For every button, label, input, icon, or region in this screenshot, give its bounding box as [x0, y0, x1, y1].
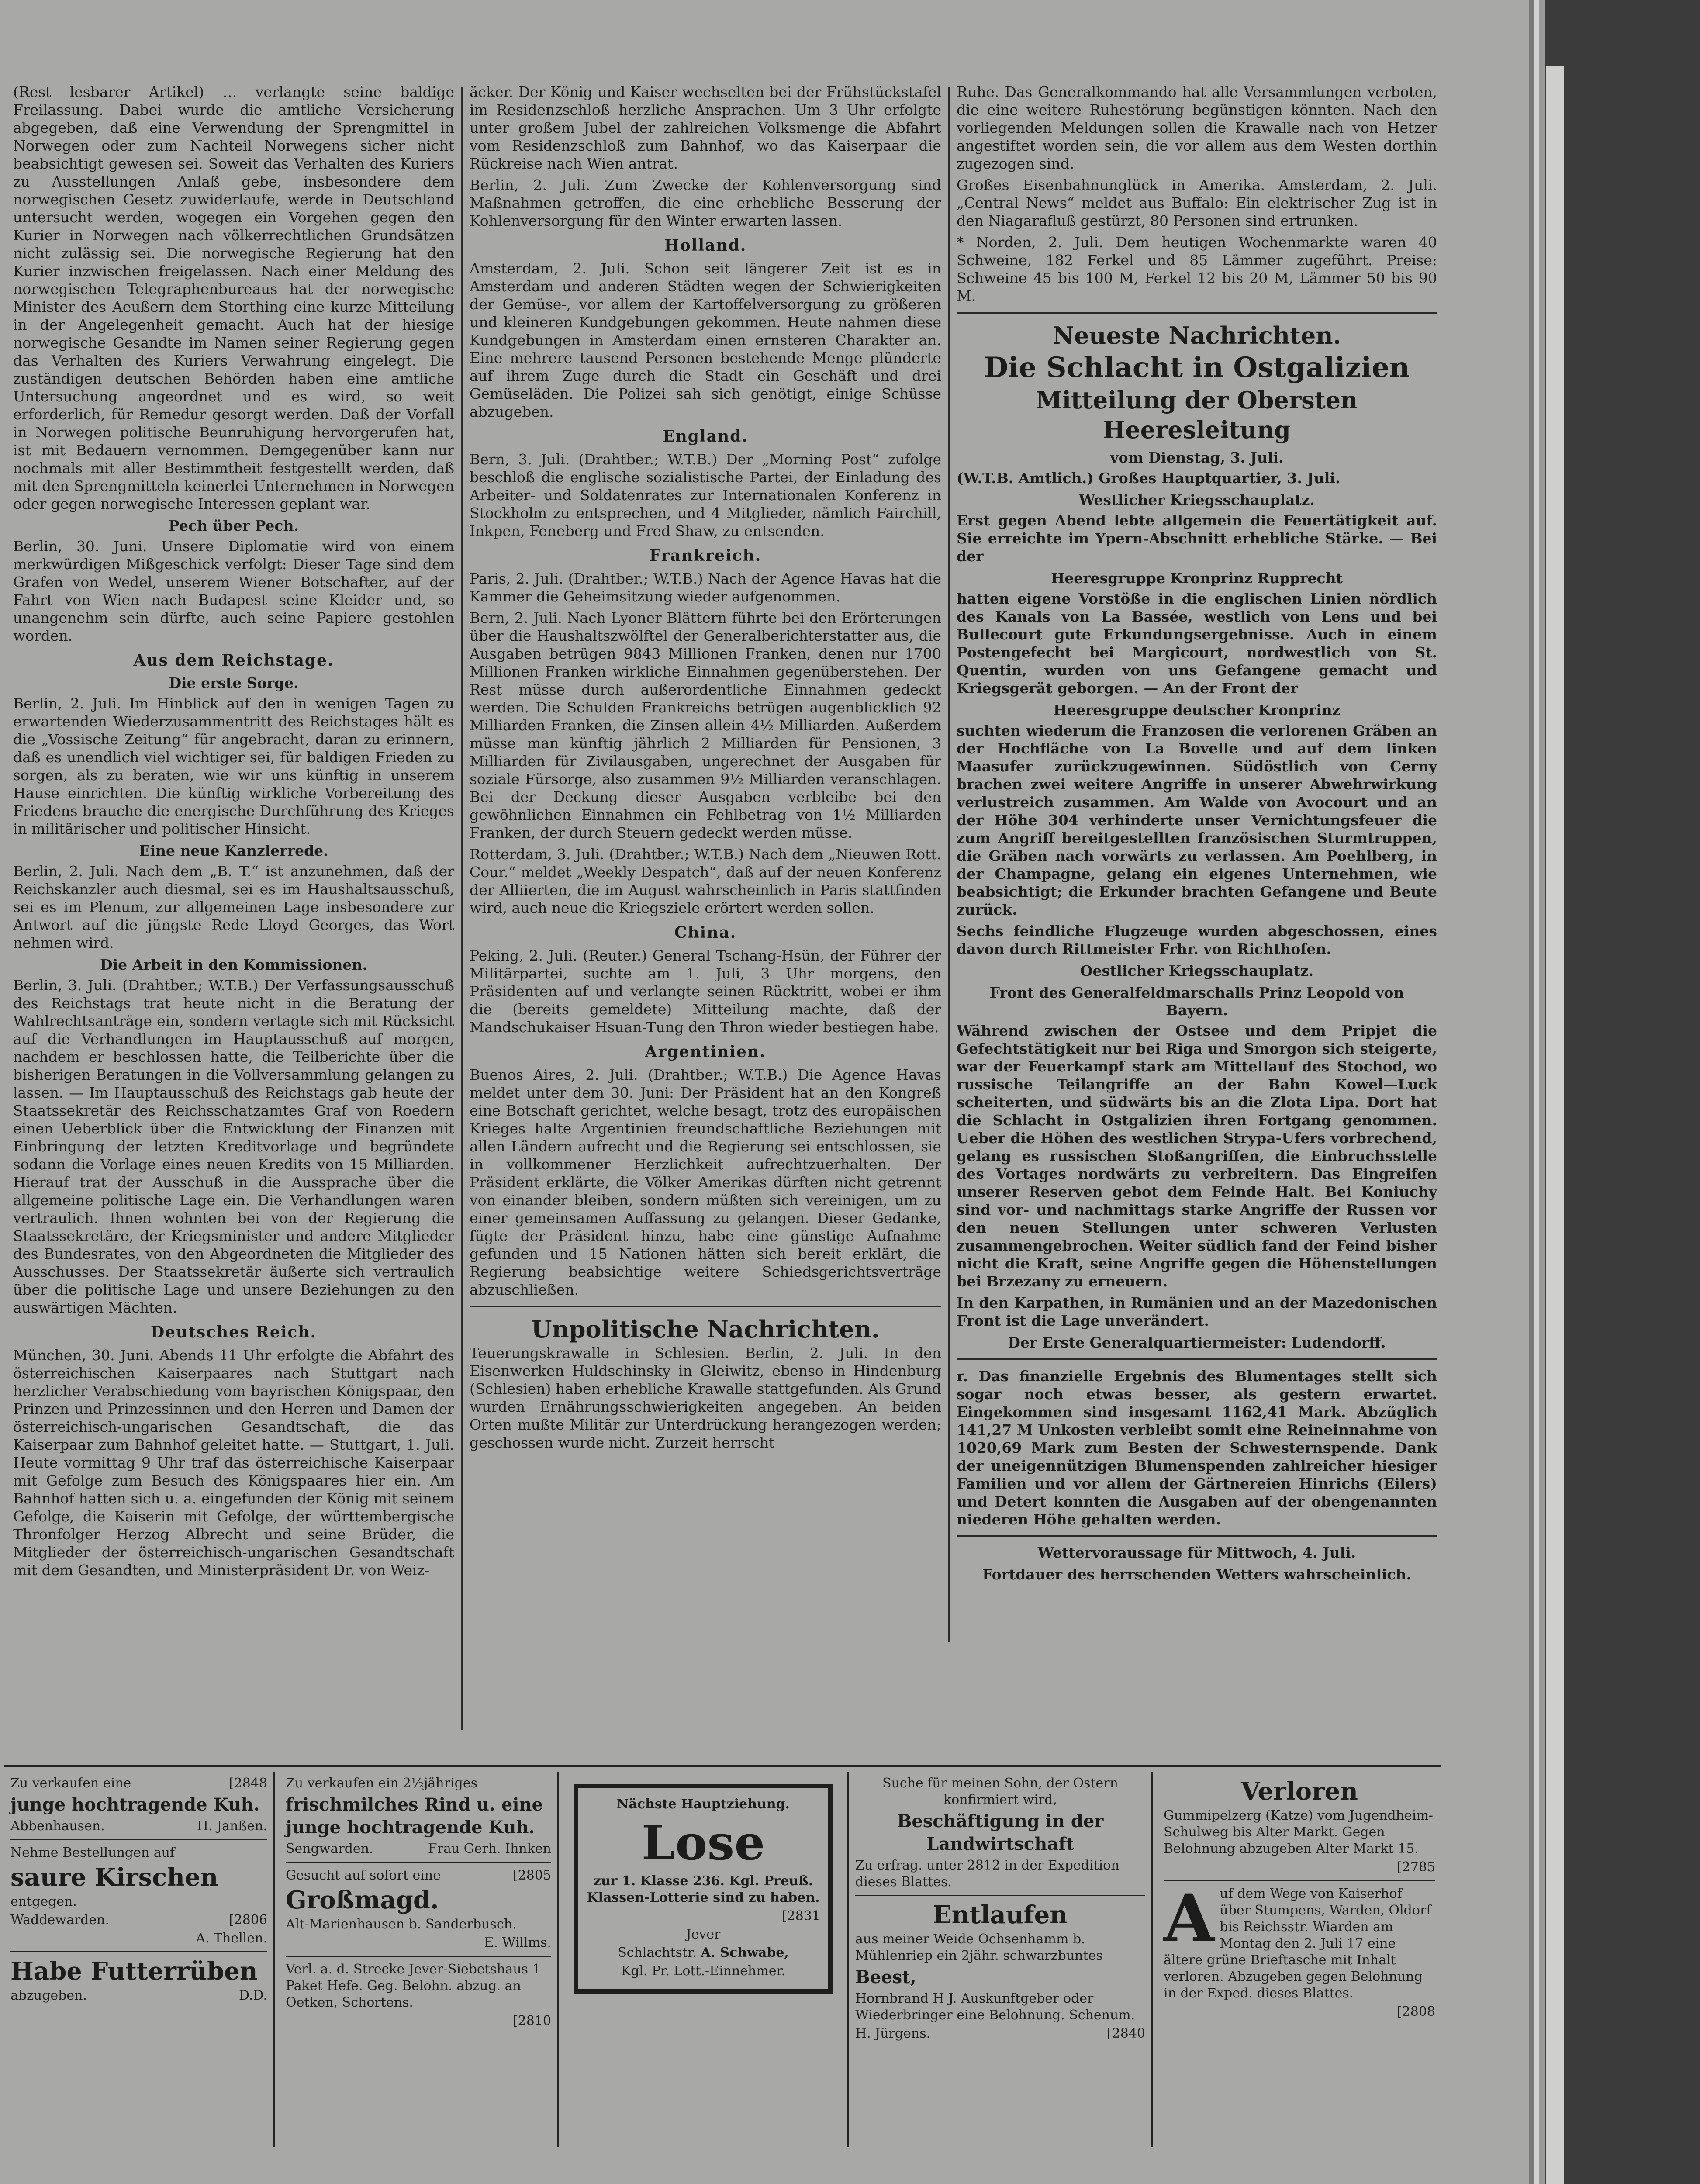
section-neueste-nachrichten: Neueste Nachrichten. — [1052, 321, 1341, 349]
ad-text: Gesucht auf sofort eine — [286, 1868, 441, 1883]
section-china: China. — [674, 923, 737, 942]
page-edge — [1546, 66, 1564, 2184]
article-wochenmarkt-norden: * Norden, 2. Juli. Dem heutigen Wochenmarkte waren 40 Schweine, 182 Ferkel und 85 Lämmer zugeführt. Preise: Schweine 45 bis 100 M, Ferkel 12 bis 20 M, Lämmer 50 bis 90 M. — [957, 234, 1437, 304]
advertisements-strip — [4, 1765, 1441, 2152]
section-england: England. — [663, 427, 748, 446]
separator — [957, 1535, 1437, 1537]
separator — [470, 1306, 941, 1307]
ad-text: Suche für meinen Sohn, der Ostern konfirmiert wird, — [882, 1776, 1118, 1807]
report-ost-1: Während zwischen der Ostsee und dem Pripjet die Gefechtstätigkeit nur bei Riga und Smorgon sich steigerte, war der Feuerkampf stark am Mittellauf des Stochod, wo russische Teilangriffe an der Bahn Kowel—Luck scheiterten, und südwärts bis an die Zlota Lipa. Dort hat die Schlacht in Ostgalizien ihren Fortgang genommen. Ueber die Höhen des westlichen Strypa-Ufers vorbrechend, gelang es russischen Stoßangriffen, die Einbruchsstelle des Vortages nordwärts zu verbreitern. Das Eingreifen unserer Reserven gebot dem Feinde Halt. Bei Koniuchy sind vor- und nachmittags starke Angriffe der Russen vor den neuen Stellungen unter schweren Verlusten zusammengebrochen. Weiter südlich fand der Feind bisher nicht die Kraft, seine Angriffe gegen die Höhenstellungen bei Brzezany zu erneuern. — [957, 1022, 1437, 1290]
ad-signature: A. Thellen. — [196, 1931, 267, 1946]
ad-column-4 — [847, 1772, 1153, 2147]
headline-pech: Pech über Pech. — [169, 517, 299, 534]
ad-headline: Habe Futterrüben — [10, 1957, 258, 1986]
ad-text: Verl. a. d. Strecke Jever-Siebetshaus 1 Paket Hefe. Geg. Belohn. abzug. an Oetken, Schortens. — [286, 1962, 541, 2010]
ad-headline: Großmagd. — [286, 1886, 439, 1914]
ad-separator — [286, 1956, 551, 1957]
ad-separator — [855, 1895, 1145, 1896]
column-3 — [957, 83, 1437, 1830]
ad-headline: frischmilches Rind u. eine junge hochtragende Kuh. — [286, 1794, 543, 1838]
article-frankreich-1: Paris, 2. Juli. (Drahtber.; W.T.B.) Nach der Agence Havas hat die Kammer die Geheimsitzung wieder aufgenommen. — [470, 570, 941, 605]
ad-number: [2831 — [781, 1908, 820, 1924]
ad-text — [1164, 1880, 1435, 2002]
ad-headline: Beest, — [855, 1967, 916, 1987]
section-deutsches-reich: Deutsches Reich. — [150, 1323, 317, 1341]
article-kaiserpaar: München, 30. Juni. Abends 11 Uhr erfolgte die Abfahrt des österreichischen Kaiserpaares nach Stuttgart nach herzlicher Verabschiedung vom bayrischen Königspaar, den Prinzen und Prinzessinnen und den Herren und Damen der österreichisch-ungarischen Gesandtschaft, die das Kaiserpaar zum Bahnhof geleitet hatte. — Stuttgart, 1. Juli. Heute vormittag 9 Uhr traf das österreichische Kaiserpaar mit Gefolge zum Besuch des Königspaares hier ein. Am Bahnhof hatten sich u. a. eingefunden der König mit seinem Gefolge, die Kaiserin mit Gefolge, der württembergische Thronfolger Herzog Albrecht und seine Brüder, die Mitglieder der österreichisch-ungarischen Gesandtschaft mit dem Gesandten, und Ministerpräsident Dr. von Weiz- — [13, 1347, 454, 1579]
section-frankreich: Frankreich. — [649, 546, 762, 565]
ad-text: entgegen. — [10, 1894, 77, 1909]
ad-signature: D.D. — [238, 1988, 267, 2003]
ad-number: [2810 — [512, 2013, 551, 2028]
ad-text: Zu verkaufen eine — [10, 1776, 131, 1791]
front-prinz-leopold: Front des Generalfeldmarschalls Prinz Leopold von Bayern. — [989, 984, 1404, 1019]
article-holland: Amsterdam, 2. Juli. Schon seit längerer Zeit ist es in Amsterdam und anderen Städten wegen der Schwierigkeiten der Gemüse-, vor allem der Kartoffelversorgung zu größeren und kleineren Kundgebungen gekommen. Heute nahmen diese Kundgebungen in Amsterdam einen ernsteren Charakter an. Eine mehrere tausend Personen bestehende Menge plünderte auf ihrem Zuge durch die Stadt ein Geschäft und drei Gemüseläden. Die Polizei sah sich genötigt, einige Schüsse abzugeben. — [470, 260, 941, 420]
signature-ludendorff: Der Erste Generalquartiermeister: Ludendorff. — [1008, 1334, 1386, 1351]
separator — [957, 312, 1437, 314]
headline-schlacht-ostgalizien: Die Schlacht in Ostgalizien — [984, 351, 1410, 384]
ad-number: [2840 — [1106, 2026, 1145, 2041]
ad-text: abzugeben. — [10, 1988, 87, 2003]
column-1 — [13, 83, 454, 1734]
ad-text: Gummipelzerg (Katze) vom Jugendheim-Schulweg bis Alter Markt. Gegen Belohnung abzugeben Alter Markt 15. — [1164, 1808, 1433, 1856]
weather-forecast: Fortdauer des herrschenden Wetters wahrscheinlich. — [982, 1566, 1411, 1583]
section-unpolitische-nachrichten: Unpolitische Nachrichten. — [531, 1315, 880, 1343]
article-blumentag: r. Das finanzielle Ergebnis des Blumentages stellt sich sogar noch etwas besser, als gestern erwartet. Eingekommen sind insgesamt 1162,41 Mark. Abzüglich 141,27 M Unkosten verbleibt somit eine Reineinnahme von 1020,69 Mark zum Besten der Schwesternspende. Dank der uneigennützigen Blumenspenden zahlreicher hiesiger Familien und vor allem der Gärtnereien Hinrichs (Eilers) und Detert konnten die Ausgaben auf der obengenannten niederen Höhe gehalten werden. — [957, 1368, 1437, 1528]
ad-text: Kgl. Pr. Lott.-Einnehmer. — [621, 1963, 786, 1979]
heeresgruppe-rupprecht: Heeresgruppe Kronprinz Rupprecht — [1051, 570, 1343, 587]
ad-text: Hornbrand H J. Auskunftgeber oder Wiederbringer eine Belohnung. Schenum. — [855, 1991, 1135, 2023]
headline-kanzlerrede: Eine neue Kanzlerrede. — [139, 842, 328, 859]
report-dateline: (W.T.B. Amtlich.) Großes Hauptquartier, 3. Juli. — [957, 470, 1341, 487]
ad-number: [2806 — [228, 1912, 267, 1928]
headline-sorge: Die erste Sorge. — [169, 674, 299, 691]
ad-separator — [286, 1862, 551, 1863]
ad-text: aus meiner Weide Ochsenhamm b. Mühlenriep ein 2jähr. schwarzbuntes — [855, 1932, 1103, 1963]
article-kaiserpaar-cont: äcker. Der König und Kaiser wechselten bei der Frühstückstafel im Residenzschloß herzliche Ansprachen. Um 3 Uhr erfolgte unter großem Jubel der zahlreichen Volksmenge die Abfahrt vom Residenzschloß zum Bahnhof, wo das Kaiserpaar die Rückreise nach Wien antrat. — [470, 83, 941, 172]
article-pech: Berlin, 30. Juni. Unsere Diplomatie wird von einem merkwürdigen Mißgeschick verfolgt: Dieser Tage sind dem Grafen von Wedel, unserem Wiener Botschafter, auf der Fahrt von Wien nach Budapest seine Kleider und, so unangenehm sein dürfte, auch seine Papiere gestohlen worden. — [13, 538, 454, 644]
column-rule — [461, 87, 463, 1730]
report-west-2: hatten eigene Vorstöße in die englischen Linien nördlich des Kanals von La Bassée, westlich von Lens und bei Bullecourt gute Erkundungsergebnisse. Auch in einem Postengefecht bei Margicourt, nordwestlich von St. Quentin, wurden von uns Gefangene gemacht und Kriegsgerät geborgen. — An der Front der — [957, 590, 1437, 697]
ad-text — [10, 1987, 267, 2004]
ad-text — [586, 1945, 820, 1961]
article-frankreich-2: Bern, 2. Juli. Nach Lyoner Blättern führte bei den Erörterungen über die Haushaltszwölftel der Generalberichterstatter aus, die Ausgaben betrügen 9843 Millionen Franken, denen nur 1700 Millionen Franken wirkliche Einnahmen gegenüberstehen. Der Rest müsse durch außerordentliche Einnahmen gedeckt werden. Die Schulden Frankreichs betrügen augenblicklich 92 Milliarden Franken, die Zinsen allein 4½ Milliarden. Außerdem müsse man künftig jährlich 2 Milliarden für Pensionen, 3 Milliarden für Zivilausgaben, ungerechnet der Ausgaben für soziale Fürsorge, also zusammen 9½ Milliarden veranschlagen. Bei der Deckung dieser Ausgaben verbleibe bei den gewöhnlichen Einnahmen ein Fehlbetrag von 1½ Milliarden Franken, der durch Steuern gedeckt werden müsse. — [470, 609, 941, 841]
ad-number: [2848 — [228, 1776, 267, 1791]
section-holland: Holland. — [664, 236, 747, 255]
ad-text: zur 1. Klasse 236. Kgl. Preuß. Klassen-Lotterie sind zu haben. — [587, 1873, 820, 1905]
report-west-4: Sechs feindliche Flugzeuge wurden abgeschossen, eines davon durch Rittmeister Frhr. von Richthofen. — [957, 923, 1437, 957]
separator — [957, 1358, 1437, 1360]
ad-text — [286, 1841, 551, 1857]
ad-text: Nehme Bestellungen auf — [10, 1845, 175, 1860]
article-teuerungskrawalle: Teuerungskrawalle in Schlesien. Berlin, 2. Juli. In den Eisenwerken Huldschinsky in Gleiwitz, ebenso in Hindenburg (Schlesien) haben erhebliche Krawalle stattgefunden. Als Grund wurden Ernährungsschwierigkeiten angegeben. An beiden Orten mußte Militär zur Unterdrückung herangezogen werden; geschossen wurde nicht. Zurzeit herrscht — [470, 1344, 941, 1451]
article-norway-courier: (Rest lesbarer Artikel) … verlangte seine baldige Freilassung. Dabei wurde die amtliche Versicherung abgegeben, daß eine Verwendung der Sprengmittel in Norwegen oder zum Nachteil Norwegens sicher nicht beabsichtigt gewesen sei. Soweit das Verhalten des Kuriers zu Ausstellungen Anlaß gebe, insbesondere dem norwegischen Gesetz zuwiderlaufe, werde in Deutschland untersucht werden, wogegen ein Vorgehen gegen den Kurier in Norwegen nach völkerrechtlichen Grundsätzen nicht zulässig sei. Die norwegische Regierung hat den Kurier inzwischen freigelassen. Nach einer Meldung des norwegischen Telegraphenbureaus hat der norwegische Minister des Aeußern dem Storthing eine kurze Mitteilung in der Angelegenheit gemacht. Auch hat der hiesige norwegische Gesandte im Namen seiner Regierung gegen das Verhalten des Kuriers Verwahrung eingelegt. Die zuständigen deutschen Behörden haben eine amtliche Untersuchung angeordnet und es wird, so weit erforderlich, für Remedur gesorgt werden. Daß der Vorfall in Norwegen politische Beunruhigung hervorgerufen hat, ist mit Bedauern vernommen. Demgegenüber kann nur nochmals mit aller Bestimmtheit festgestellt werden, daß mit den Sprengmitteln keinerlei Unternehmen in Norwegen oder gegen norwegische Interessen geplant war. — [13, 83, 454, 512]
ad-text: Schlachtstr. — [618, 1945, 697, 1960]
ad-headline: junge hochtragende Kuh. — [10, 1794, 260, 1815]
article-eisenbahnunglueck: Großes Eisenbahnunglück in Amerika. Amsterdam, 2. Juli. „Central News“ meldet aus Buffalo: Ein elektrischer Zug ist in den Niagarafluß gestürzt, 80 Personen sind ertrunken. — [957, 176, 1437, 229]
article-kommissionen: Berlin, 3. Juli. (Drahtber.; W.T.B.) Der Verfassungsausschuß des Reichstags trat heute nicht in die Beratung der Wahlrechtsanträge ein, sondern vertagte sich mit Rücksicht auf die Verhandlungen im Hauptausschuß auf morgen, nachdem er beschlossen hatte, die Teilberichte über die bisherigen Beratungen in die Vollversammlung gelangen zu lassen. — Im Hauptausschuß des Reichstags gab heute der Staatssekretär des Reichsschatzamtes Graf von Roedern einen Ueberblick über die Entwicklung der Finanzen mit Einbringung der letzten Kreditvorlage und begründete sodann die Vorlage eines neuen Kredits von 15 Milliarden. Hierauf trat der Ausschuß in die Aussprache über die allgemeine politische Lage ein. Die Verhandlungen waren vertraulich. Ihnen wohnten bei von der Regierung die Staatssekretäre, der Kriegsminister und andere Mitglieder des Bundesrates, von den Abgeordneten die Mitglieder des Ausschusses. Der Staatssekretär äußerte sich vertraulich über die politische Lage und unsere Beziehungen zu den auswärtigen Mächten. — [13, 977, 454, 1316]
ad-text — [286, 1867, 551, 1884]
ad-headline: saure Kirschen — [10, 1863, 218, 1892]
article-kohlen: Berlin, 2. Juli. Zum Zwecke der Kohlenversorgung sind Maßnahmen getroffen, die eine erhebliche Besserung der Kohlenversorgung für den Winter erwarten lassen. — [470, 176, 941, 229]
ad-column-1 — [4, 1772, 275, 2147]
ad-text — [10, 1775, 267, 1792]
report-west-3: suchten wiederum die Franzosen die verlorenen Gräben an der Hochfläche von La Bovelle und auf dem linken Maasufer zurückzugewinnen. Südöstlich von Cerny brachen zwei weitere Angriffe in unserer Abwehrwirkung verlustreich zusammen. Am Walde von Avocourt und an der Höhe 304 verhinderte unser Vernichtungsfeuer die zum Angriff bereitgestellten französischen Sturmtruppen, die Gräben nach vorwärts zu verlassen. Am Poehlberg, in der Champagne, gelang ein eigenes Unternehmen, wie beabsichtigt; die Erkunder brachten Gefangene und Beute zurück. — [957, 722, 1437, 918]
ad-signature: A. Schwabe, — [701, 1945, 789, 1960]
ad-separator — [10, 1839, 267, 1840]
section-argentinien: Argentinien. — [645, 1043, 766, 1061]
ad-column-3 — [563, 1772, 843, 2147]
article-china: Peking, 2. Juli. (Reuter.) General Tschang-Hsün, der Führer der Militärpartei, suchte am 1. Juli, 3 Uhr morgens, den Präsidenten auf und verlangte seinen Rücktritt, wobei er ihm die (bereits gemeldete) Mitteilung machte, daß der Mandschukaiser Hsuan-Tung den Thron wieder bestiegen habe. — [470, 947, 941, 1036]
ad-text: Zu verkaufen ein 2½jähriges — [286, 1776, 478, 1791]
ad-text — [10, 1818, 267, 1835]
report-date: vom Dienstag, 3. Juli. — [1110, 449, 1284, 466]
ad-headline: Verloren — [1241, 1777, 1358, 1806]
ad-signature: H. Janßen. — [197, 1818, 267, 1834]
ad-signature: H. Jürgens. — [855, 2026, 931, 2041]
section-reichstag: Aus dem Reichstage. — [133, 651, 334, 670]
report-ost-2: In den Karpathen, in Rumänien und an der Mazedonischen Front ist die Lage unverändert. — [957, 1294, 1437, 1329]
ad-place: Abbenhausen. — [10, 1818, 105, 1834]
headline-mitteilung-ohl: Mitteilung der Obersten Heeresleitung — [1036, 386, 1358, 444]
lottery-ad-frame — [574, 1784, 833, 1994]
column-rule — [948, 87, 950, 1642]
drop-initial: A — [1164, 1880, 1215, 1957]
ad-number: [2808 — [1396, 2004, 1435, 2019]
ad-place: Sengwarden. — [286, 1841, 373, 1856]
ad-headline: Lose — [641, 1814, 765, 1871]
column-2 — [470, 83, 941, 1734]
ad-column-5 — [1158, 1772, 1441, 2147]
ad-place: Waddewarden. — [10, 1912, 109, 1928]
ad-text — [10, 1912, 267, 1928]
article-krawalle-cont: Ruhe. Das Generalkommando hat alle Versammlungen verboten, die eine weitere Ruhestörung begünstigen könnten. Nach den vorliegenden Meldungen sollen die Krawalle nach von Hetzer angestiftet worden sein, die vor allem aus dem Westen dorthin zugezogen sind. — [957, 83, 1437, 172]
ad-text: Zu erfrag. unter 2812 in der Expedition dieses Blattes. — [855, 1858, 1120, 1890]
headline-wettervoraussage: Wettervoraussage für Mittwoch, 4. Juli. — [1037, 1544, 1356, 1561]
ad-signature: E. Willms. — [484, 1935, 551, 1950]
ad-number: [2805 — [512, 1868, 551, 1883]
report-west-1: Erst gegen Abend lebte allgemein die Feuertätigkeit auf. Sie erreichte im Ypern-Abschnitt erhebliche Stärke. — Bei der — [957, 512, 1437, 565]
headline-kommissionen: Die Arbeit in den Kommissionen. — [100, 956, 368, 973]
headline-westlicher-kriegsschauplatz: Westlicher Kriegsschauplatz. — [1079, 491, 1315, 508]
ad-text — [855, 2025, 1145, 2042]
ad-separator — [10, 1951, 267, 1952]
ad-text: Nächste Hauptziehung. — [616, 1797, 790, 1812]
ad-column-2 — [280, 1772, 559, 2147]
ad-headline: Beschäftigung in der Landwirtschaft — [897, 1811, 1104, 1854]
headline-oestlicher-kriegsschauplatz: Oestlicher Kriegsschauplatz. — [1080, 962, 1314, 979]
ad-text: Alt-Marienhausen b. Sanderbusch. — [286, 1917, 517, 1932]
ad-text: Jever — [686, 1927, 721, 1942]
article-england: Bern, 3. Juli. (Drahtber.; W.T.B.) Der „Morning Post“ zufolge beschloß die englische sozialistische Partei, der Einladung des Arbeiter- und Soldatenrates zur Internationalen Konferenz in Stockholm zu entsprechen, und 4 Mitglieder, nämlich Fairchill, Inkpen, Feneberg und Fred Shaw, zu entsenden. — [470, 451, 941, 539]
article-frankreich-3: Rotterdam, 3. Juli. (Drahtber.; W.T.B.) Nach dem „Nieuwen Rott. Cour.“ meldet „Weekly Despatch“, daß auf der neuen Konferenz der Alliierten, die im August wahrscheinlich in Paris stattfinden wird, auch neue die Kriegsziele erörtert werden sollen. — [470, 846, 941, 916]
ad-headline: Entlaufen — [933, 1901, 1068, 1929]
article-kanzlerrede: Berlin, 2. Juli. Nach dem „B. T.“ ist anzunehmen, daß der Reichskanzler auch diesmal, sei es im Haushaltsausschuß, sei es im Plenum, zur allgemeinen Lage insbesondere zur Antwort auf die jüngste Rede Lloyd Georges, das Wort nehmen wird. — [13, 863, 454, 951]
ad-text: uf dem Wege von Kaiserhof über Stumpens, Warden, Oldorf bis Reichsstr. Wiarden am Montag den 2. Juli 17 eine ältere grüne Brieftasche mit Inhalt verloren. Abzugeben gegen Belohnung in der Exped. dieses Blattes. — [1164, 1886, 1431, 2001]
ad-number: [2785 — [1396, 1859, 1435, 1875]
article-argentinien: Buenos Aires, 2. Juli. (Drahtber.; W.T.B.) Die Agence Havas meldet unter dem 30. Juni: Der Präsident hat an den Kongreß eine Botschaft gerichtet, welche besagt, trotz des europäischen Krieges halte Argentinien freundschaftliche Beziehungen mit allen Ländern aufrecht und die Regierung sei entschlossen, sie in vollkommener Herzlichkeit aufrechtzuerhalten. Der Präsident erklärte, die Völker Amerikas dürften nicht getrennt von einander bleiben, sondern müßten sich vereinigen, um zu einer gemeinsamen Auffassung zu gelangen. Dieser Gedanke, fügte der Präsident hinzu, habe eine günstige Aufnahme gefunden und 15 Nationen hätten sich bereit erklärt, die Regierung beabsichtige weitere Schiedsgerichtsverträge abzuschließen. — [470, 1066, 941, 1298]
ad-signature: Frau Gerh. Ihnken — [428, 1841, 551, 1856]
heeresgruppe-kronprinz: Heeresgruppe deutscher Kronprinz — [1053, 702, 1341, 719]
article-sorge: Berlin, 2. Juli. Im Hinblick auf den in wenigen Tagen zu erwartenden Wiederzusammentritt des Reichstages hält es die „Vossische Zeitung“ für angebracht, daran zu erinnern, daß es unendlich viel wichtiger sei, für baldigen Frieden zu sorgen, als zu beraten, wie wir uns künftig in unserem Hause einrichten. Die künftig wirkliche Vorbereitung des Friedens brauche die energische Durchführung des Krieges in militärischer und politischer Hinsicht. — [13, 695, 454, 837]
